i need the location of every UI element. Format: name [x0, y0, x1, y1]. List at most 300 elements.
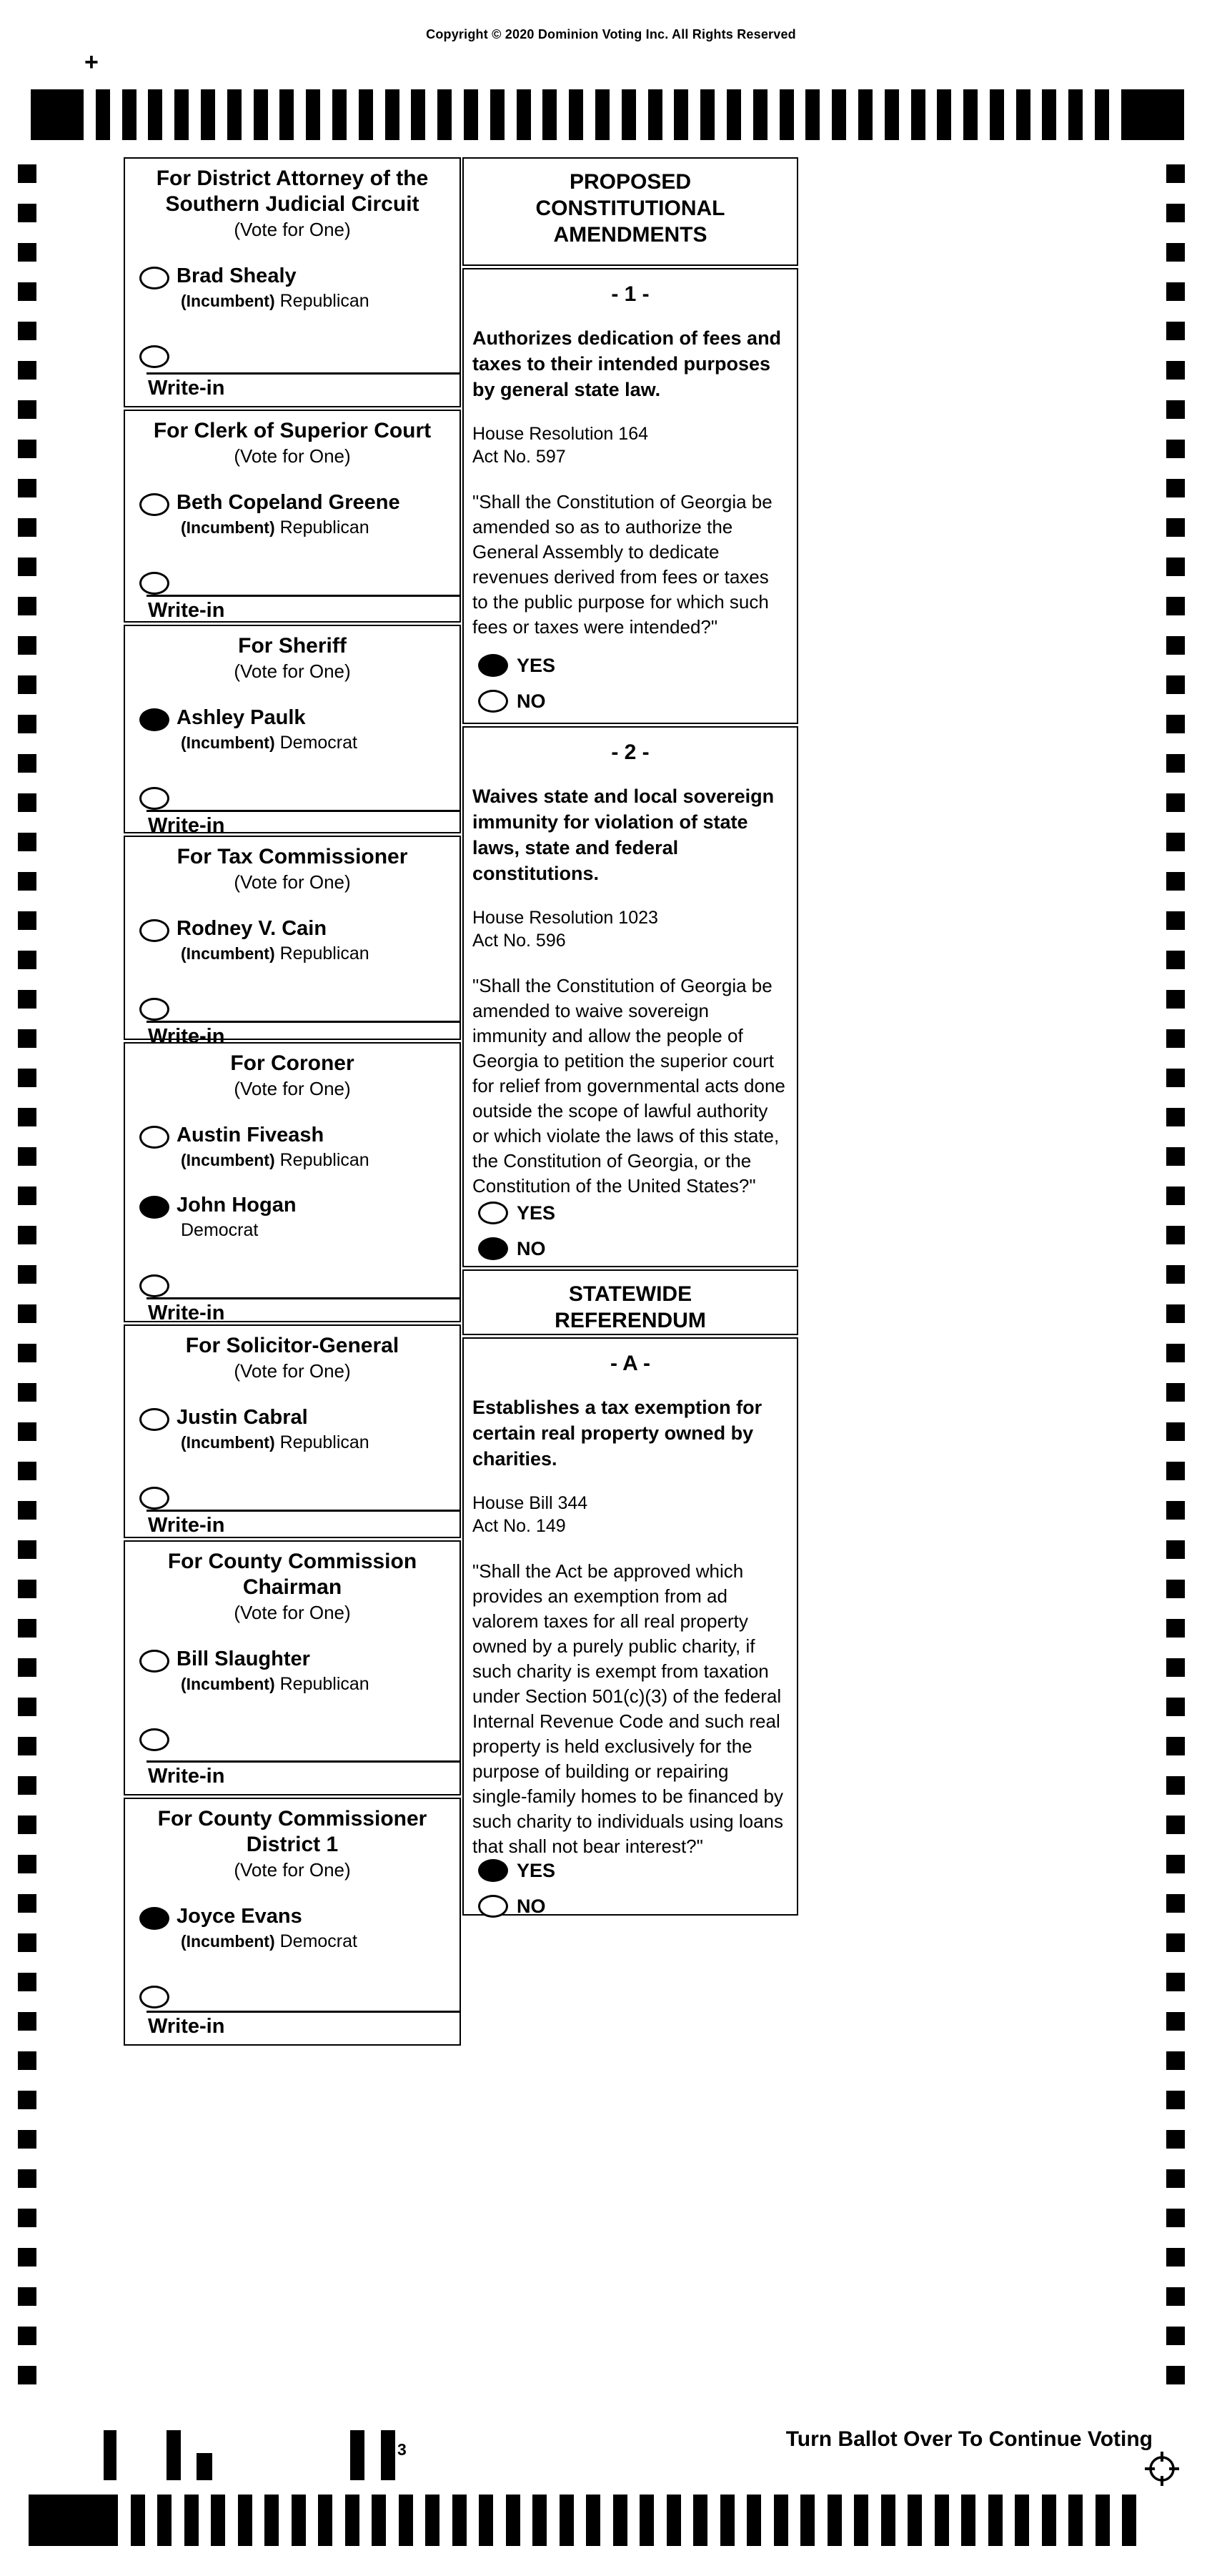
write-in-label: Write-in — [148, 1025, 225, 1048]
timing-mark — [1166, 2169, 1185, 2188]
contest-box — [124, 410, 461, 623]
write-in-line[interactable] — [146, 372, 460, 375]
timing-mark — [1166, 2130, 1185, 2149]
vote-instruction: (Vote for One) — [234, 1602, 351, 1623]
timing-mark — [1016, 89, 1030, 140]
timing-mark — [18, 2327, 36, 2345]
timing-mark — [908, 2495, 922, 2546]
timing-mark — [1166, 1698, 1185, 1716]
candidate-option — [125, 343, 460, 368]
timing-mark — [18, 1029, 36, 1048]
contest-column — [124, 157, 461, 2048]
timing-mark — [832, 89, 846, 140]
measure-authority — [472, 1492, 788, 1537]
timing-mark — [292, 2495, 306, 2546]
timing-mark — [911, 89, 925, 140]
ballot-code-bar — [167, 2430, 181, 2480]
timing-mark — [18, 911, 36, 930]
no-oval[interactable] — [478, 1895, 508, 1918]
timing-mark — [211, 2495, 225, 2546]
timing-mark — [1166, 715, 1185, 733]
candidate-name: Rodney V. Cain — [177, 917, 327, 940]
timing-mark — [595, 89, 610, 140]
sheet-number: 3 — [397, 2440, 407, 2459]
timing-mark — [586, 2495, 600, 2546]
section-header-line: STATEWIDE — [568, 1282, 692, 1306]
timing-mark — [1166, 636, 1185, 655]
vote-instruction: (Vote for One) — [234, 219, 351, 240]
contest-header — [125, 1549, 460, 1625]
measure-choice-row — [472, 654, 788, 677]
timing-mark — [18, 2287, 36, 2306]
measure-authority — [472, 906, 788, 952]
timing-mark — [490, 89, 505, 140]
timing-mark — [858, 89, 873, 140]
candidate-oval[interactable] — [139, 1986, 169, 2008]
timing-mark — [18, 440, 36, 458]
write-in-section — [125, 1760, 460, 1794]
top-timing-marks — [31, 89, 1184, 140]
yes-oval[interactable] — [478, 1202, 508, 1224]
timing-mark — [184, 2495, 199, 2546]
timing-mark — [1068, 2495, 1083, 2546]
timing-mark — [937, 89, 951, 140]
timing-mark — [148, 89, 162, 140]
timing-mark — [452, 2495, 467, 2546]
contest-title: For Clerk of Superior Court — [153, 419, 432, 442]
contest-title: Chairman — [242, 1575, 342, 1599]
candidate-name: Justin Cabral — [177, 1406, 308, 1429]
section-header-line: REFERENDUM — [555, 1309, 706, 1332]
timing-mark — [18, 2091, 36, 2109]
timing-mark — [18, 1894, 36, 1913]
timing-mark — [1166, 1187, 1185, 1205]
timing-mark — [18, 2248, 36, 2267]
candidate-oval[interactable] — [139, 1196, 169, 1219]
measure-number: - A - — [610, 1352, 651, 1375]
copyright-text: Copyright © 2020 Dominion Voting Inc. All Rights Reserved — [426, 27, 796, 41]
incumbent-label: (Incumbent) — [181, 1151, 275, 1169]
timing-mark — [254, 89, 268, 140]
candidate-oval[interactable] — [139, 919, 169, 942]
timing-mark — [1166, 1304, 1185, 1323]
timing-mark — [1166, 1855, 1185, 1873]
timing-mark — [854, 2495, 868, 2546]
measure-choice-row — [472, 690, 788, 713]
write-in-label: Write-in — [148, 814, 225, 837]
write-in-line[interactable] — [146, 1021, 460, 1023]
timing-mark — [1166, 1226, 1185, 1244]
choice-label: YES — [517, 1859, 556, 1881]
timing-mark — [774, 2495, 788, 2546]
timing-mark — [1166, 1383, 1185, 1402]
timing-mark — [1166, 2012, 1185, 2031]
timing-mark — [1166, 479, 1185, 497]
left-timing-marks — [18, 164, 36, 2384]
write-in-label: Write-in — [148, 1765, 225, 1788]
write-in-line[interactable] — [146, 595, 460, 597]
candidate-name: Joyce Evans — [177, 1905, 302, 1928]
authority-line: Act No. 149 — [472, 1516, 566, 1536]
candidate-option — [125, 996, 460, 1021]
write-in-label: Write-in — [148, 2015, 225, 2038]
timing-mark — [753, 89, 768, 140]
candidate-party — [181, 1432, 369, 1453]
timing-mark — [622, 89, 636, 140]
write-in-section — [125, 810, 460, 843]
section-header-line: PROPOSED — [569, 170, 692, 194]
choice-label: YES — [517, 1202, 556, 1224]
timing-mark — [1096, 2495, 1110, 2546]
contest-title: For District Attorney of the — [156, 167, 429, 190]
timing-mark — [264, 2495, 279, 2546]
timing-mark — [881, 2495, 895, 2546]
measure-choice-row — [472, 1237, 788, 1260]
timing-mark — [800, 2495, 815, 2546]
timing-mark — [345, 2495, 359, 2546]
timing-mark — [935, 2495, 949, 2546]
measure-question: "Shall the Act be approved which provides an exemption from ad valorem taxes for all real property owned by a purely public charity, if such charity is exempt from taxation under Section 501(c)(3) of the federal Internal Revenue Code and such real property is held exclusively for the purpose of building or repairing single-family homes to be financed by such charity to individuals using loans that shall not bear interest?" — [472, 1560, 784, 1857]
candidate-info — [177, 1648, 369, 1695]
timing-mark — [1166, 1147, 1185, 1166]
timing-mark — [411, 89, 425, 140]
timing-mark — [747, 2495, 761, 2546]
timing-mark — [1166, 1619, 1185, 1638]
vote-instruction: (Vote for One) — [234, 1360, 351, 1382]
timing-mark — [18, 2130, 36, 2149]
candidate-option — [125, 570, 460, 595]
timing-mark — [18, 2366, 36, 2384]
timing-mark — [437, 89, 452, 140]
timing-mark — [18, 754, 36, 773]
timing-mark — [18, 1265, 36, 1284]
candidate-option — [125, 785, 460, 810]
measure-summary: Waives state and local sovereign immunity for violation of state laws, state and federal constitutions. — [472, 786, 775, 884]
timing-mark — [700, 89, 715, 140]
timing-mark — [1166, 597, 1185, 615]
timing-mark — [1166, 1344, 1185, 1362]
timing-mark — [122, 89, 136, 140]
vote-instruction: (Vote for One) — [234, 871, 351, 893]
timing-mark — [18, 1855, 36, 1873]
measure-number: - 1 - — [611, 282, 650, 306]
candidate-oval[interactable] — [139, 493, 169, 516]
write-in-section — [125, 1510, 460, 1543]
candidate-option — [125, 491, 460, 538]
party-name: Republican — [279, 1674, 369, 1694]
choice-label: NO — [517, 1895, 546, 1917]
timing-mark — [18, 1776, 36, 1795]
contest-box — [124, 1042, 461, 1322]
candidate-oval[interactable] — [139, 1728, 169, 1751]
timing-mark — [18, 204, 36, 222]
party-name: Democrat — [279, 733, 357, 753]
timing-mark — [1166, 1501, 1185, 1520]
incumbent-label: (Incumbent) — [181, 1932, 275, 1951]
timing-mark — [18, 1973, 36, 1991]
timing-mark — [18, 872, 36, 891]
candidate-name: Ashley Paulk — [177, 706, 306, 729]
candidate-info — [177, 1905, 357, 1952]
contest-header — [125, 166, 460, 242]
measure-summary: Establishes a tax exemption for certain real property owned by charities. — [472, 1397, 762, 1470]
timing-mark — [1166, 793, 1185, 812]
measure-authority — [472, 422, 788, 468]
timing-mark — [805, 89, 820, 140]
candidate-option — [125, 1726, 460, 1751]
candidate-party — [181, 1673, 369, 1695]
candidate-option — [125, 1194, 460, 1241]
write-in-line[interactable] — [146, 1510, 460, 1512]
timing-mark — [1166, 361, 1185, 380]
candidate-info — [177, 1194, 297, 1241]
candidate-oval[interactable] — [139, 708, 169, 731]
candidate-oval[interactable] — [139, 267, 169, 289]
timing-mark — [18, 518, 36, 537]
section-header-line: AMENDMENTS — [553, 223, 707, 247]
candidate-oval[interactable] — [139, 1907, 169, 1930]
timing-mark — [18, 675, 36, 694]
timing-mark — [1068, 89, 1083, 140]
timing-mark — [399, 2495, 413, 2546]
candidate-info — [177, 491, 400, 538]
authority-line: Act No. 596 — [472, 931, 566, 951]
timing-mark — [18, 1540, 36, 1559]
timing-mark — [1042, 2495, 1056, 2546]
party-name: Democrat — [181, 1220, 259, 1240]
timing-mark — [18, 1422, 36, 1441]
candidate-option — [125, 1648, 460, 1695]
timing-mark — [18, 2169, 36, 2188]
contest-box — [124, 1540, 461, 1795]
incumbent-label: (Incumbent) — [181, 1675, 275, 1693]
bottom-timing-marks — [29, 2495, 1136, 2546]
timing-mark — [1166, 2091, 1185, 2109]
measure-choice-row — [472, 1859, 788, 1882]
timing-mark — [1166, 322, 1185, 340]
candidate-info — [177, 706, 357, 753]
write-in-line[interactable] — [146, 810, 460, 812]
timing-mark — [1166, 2366, 1185, 2384]
timing-mark — [1166, 1540, 1185, 1559]
timing-mark — [238, 2495, 252, 2546]
timing-mark — [1166, 1108, 1185, 1126]
right-timing-marks — [1166, 164, 1185, 2384]
timing-mark — [18, 597, 36, 615]
timing-mark — [18, 1737, 36, 1755]
measure-choice-row — [472, 1895, 788, 1918]
timing-mark — [157, 2495, 172, 2546]
timing-mark — [1166, 1776, 1185, 1795]
timing-mark — [1095, 89, 1109, 140]
timing-mark — [18, 1462, 36, 1480]
candidate-oval[interactable] — [139, 1274, 169, 1297]
section-header-box — [462, 157, 798, 266]
contest-box — [124, 836, 461, 1048]
timing-mark — [18, 1344, 36, 1362]
timing-mark — [1166, 2327, 1185, 2345]
timing-mark — [18, 990, 36, 1009]
timing-mark — [1166, 1894, 1185, 1913]
measure-box — [462, 1337, 798, 1916]
contest-header — [125, 1806, 460, 1882]
candidate-info — [177, 1406, 369, 1453]
registration-plus-mark: + — [84, 49, 99, 76]
timing-mark — [828, 2495, 842, 2546]
timing-mark — [1166, 1737, 1185, 1755]
candidate-party — [181, 1149, 369, 1171]
timing-mark — [359, 89, 373, 140]
candidate-option — [125, 1905, 460, 1952]
timing-mark — [18, 636, 36, 655]
authority-line: House Resolution 164 — [472, 424, 648, 444]
candidate-name: Austin Fiveash — [177, 1124, 324, 1146]
timing-mark — [201, 89, 215, 140]
measure-choice-row — [472, 1202, 788, 1224]
candidate-party — [181, 943, 369, 964]
vote-instruction: (Vote for One) — [234, 1859, 351, 1881]
contest-box — [124, 1798, 461, 2046]
timing-mark — [1166, 1422, 1185, 1441]
timing-mark — [318, 2495, 332, 2546]
authority-line: House Bill 344 — [472, 1493, 588, 1513]
timing-mark — [990, 89, 1004, 140]
timing-mark — [1166, 400, 1185, 419]
candidate-option — [125, 706, 460, 753]
write-in-line[interactable] — [146, 1760, 460, 1763]
timing-mark — [613, 2495, 627, 2546]
candidate-oval[interactable] — [139, 572, 169, 595]
timing-mark — [1166, 1265, 1185, 1284]
candidate-oval[interactable] — [139, 345, 169, 368]
timing-mark — [18, 1658, 36, 1677]
timing-mark — [279, 89, 294, 140]
timing-mark — [18, 1580, 36, 1598]
no-oval[interactable] — [478, 1237, 508, 1260]
timing-mark — [1166, 558, 1185, 576]
timing-mark — [18, 243, 36, 262]
party-name: Republican — [279, 943, 369, 963]
write-in-line[interactable] — [146, 1297, 460, 1299]
candidate-info — [177, 264, 369, 312]
timing-mark — [1166, 872, 1185, 891]
candidate-name: John Hogan — [177, 1194, 297, 1217]
timing-mark — [885, 89, 899, 140]
contest-title: For Coroner — [230, 1051, 354, 1075]
timing-mark — [29, 2495, 118, 2546]
timing-mark — [18, 1069, 36, 1087]
measure-question: "Shall the Constitution of Georgia be amended to waive sovereign immunity and allow the people of Georgia to petition the superior court for relief from governmental acts done outside the scope of lawful authority or which violate the laws of this state, the Constitution of Georgia, or the Constitution of the United States?" — [472, 975, 785, 1197]
authority-line: Act No. 597 — [472, 447, 566, 467]
timing-mark — [1166, 675, 1185, 694]
timing-mark — [1166, 282, 1185, 301]
candidate-oval[interactable] — [139, 1408, 169, 1431]
timing-mark — [332, 89, 347, 140]
timing-mark — [1166, 518, 1185, 537]
timing-mark — [18, 479, 36, 497]
measure-summary: Authorizes dedication of fees and taxes to their intended purposes by general state law. — [472, 327, 782, 400]
timing-mark — [532, 2495, 547, 2546]
candidate-oval[interactable] — [139, 1126, 169, 1149]
contest-title: For County Commission — [167, 1550, 417, 1573]
contest-title: Southern Judicial Circuit — [165, 192, 419, 216]
timing-mark — [18, 793, 36, 812]
timing-mark — [479, 2495, 493, 2546]
timing-mark — [727, 89, 741, 140]
ballot-code-bar — [350, 2430, 364, 2480]
timing-mark — [18, 2051, 36, 2070]
vote-instruction: (Vote for One) — [234, 660, 351, 682]
contest-title: For Solicitor-General — [185, 1334, 399, 1357]
contest-title: For Sheriff — [238, 634, 347, 658]
candidate-oval[interactable] — [139, 1650, 169, 1673]
timing-mark — [1166, 2248, 1185, 2267]
timing-mark — [18, 558, 36, 576]
write-in-section — [125, 1021, 460, 1054]
authority-line: House Resolution 1023 — [472, 908, 658, 928]
timing-mark — [306, 89, 320, 140]
vote-instruction: (Vote for One) — [234, 1078, 351, 1099]
yes-oval[interactable] — [478, 654, 508, 677]
timing-mark — [18, 1933, 36, 1952]
timing-mark — [18, 1383, 36, 1402]
timing-mark — [18, 282, 36, 301]
write-in-line[interactable] — [146, 2011, 460, 2013]
timing-mark — [227, 89, 242, 140]
timing-mark — [1166, 1069, 1185, 1087]
timing-mark — [1166, 1658, 1185, 1677]
candidate-name: Bill Slaughter — [177, 1648, 310, 1670]
party-name: Republican — [279, 291, 369, 311]
candidate-option — [125, 917, 460, 964]
party-name: Republican — [279, 517, 369, 538]
contest-title: For County Commissioner — [157, 1807, 427, 1831]
timing-mark — [1166, 1973, 1185, 1991]
timing-mark — [18, 164, 36, 183]
measure-number: - 2 - — [611, 740, 650, 764]
party-name: Republican — [279, 1150, 369, 1170]
timing-mark — [569, 89, 583, 140]
contest-header — [125, 1051, 460, 1101]
choice-label: NO — [517, 690, 546, 712]
incumbent-label: (Incumbent) — [181, 944, 275, 963]
choice-label: YES — [517, 654, 556, 676]
contest-header — [125, 844, 460, 894]
no-oval[interactable] — [478, 690, 508, 713]
contest-header — [125, 633, 460, 683]
party-name: Democrat — [279, 1931, 357, 1951]
candidate-info — [177, 917, 369, 964]
incumbent-label: (Incumbent) — [181, 733, 275, 752]
timing-mark — [174, 89, 189, 140]
yes-oval[interactable] — [478, 1859, 508, 1882]
timing-mark — [1166, 2051, 1185, 2070]
candidate-oval[interactable] — [139, 998, 169, 1021]
contest-box — [124, 157, 461, 407]
timing-mark — [18, 1815, 36, 1834]
timing-mark — [1166, 2287, 1185, 2306]
registration-crosshair-icon — [1142, 2449, 1182, 2492]
candidate-party — [181, 290, 369, 312]
candidate-oval[interactable] — [139, 787, 169, 810]
timing-mark — [18, 1698, 36, 1716]
contest-box — [124, 1324, 461, 1538]
timing-mark — [988, 2495, 1003, 2546]
candidate-oval[interactable] — [139, 1487, 169, 1510]
timing-mark — [1166, 1462, 1185, 1480]
candidate-option — [125, 1485, 460, 1510]
timing-mark — [96, 89, 110, 140]
